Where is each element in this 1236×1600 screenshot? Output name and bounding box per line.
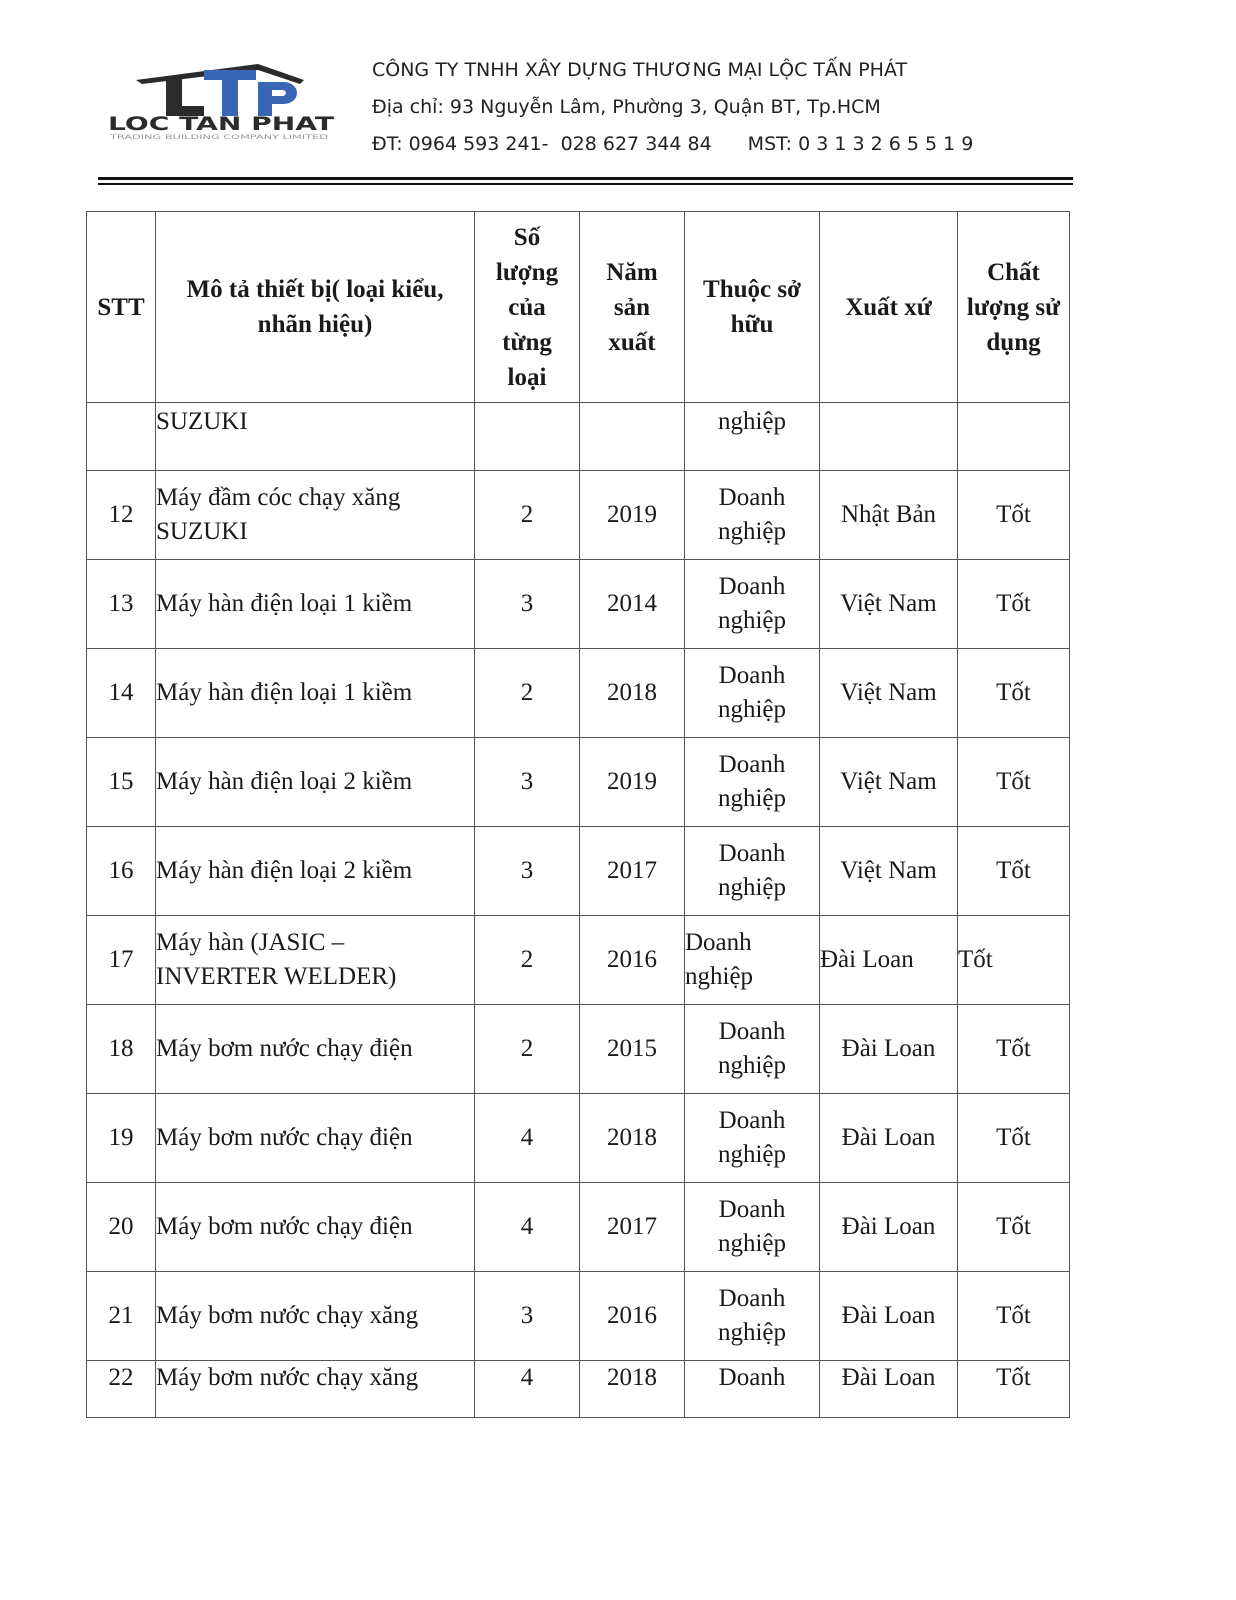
logo-tagline: TRADING BUILDING COMPANY LIMITED	[108, 134, 329, 141]
cell-quality: Tốt	[958, 1272, 1070, 1361]
table-row	[87, 916, 1070, 1005]
cell-quality: Tốt	[958, 649, 1070, 738]
cell-ownership: Doanh nghiệp	[685, 471, 820, 560]
company-name: CÔNG TY TNHH XÂY DỰNG THƯƠNG MẠI LỘC TẤN PHÁT	[372, 59, 908, 81]
cell-origin: Đài Loan	[820, 1272, 958, 1361]
cell-quantity: 2	[475, 649, 580, 738]
cell-description: SUZUKI	[156, 403, 475, 471]
table-row	[87, 649, 1070, 738]
logo-letter-l	[166, 76, 204, 116]
cell-origin: Đài Loan	[820, 1361, 958, 1418]
cell-year: 2018	[580, 649, 685, 738]
cell-stt: 22	[87, 1361, 156, 1418]
cell-origin	[820, 403, 958, 471]
cell-stt	[87, 403, 156, 471]
cell-stt: 14	[87, 649, 156, 738]
company-header	[372, 52, 973, 163]
cell-year	[580, 403, 685, 471]
cell-description: Máy bơm nước chạy xăng	[156, 1272, 475, 1361]
cell-stt: 19	[87, 1094, 156, 1183]
cell-ownership: nghiệp	[685, 403, 820, 471]
cell-origin: Việt Nam	[820, 649, 958, 738]
cell-ownership: Doanh nghiệp	[685, 1272, 820, 1361]
cell-year: 2016	[580, 916, 685, 1005]
header-origin: Xuất xứ	[820, 212, 958, 403]
cell-origin: Đài Loan	[820, 1094, 958, 1183]
cell-year: 2017	[580, 827, 685, 916]
cell-ownership: Doanh nghiệp	[685, 827, 820, 916]
cell-quality: Tốt	[958, 827, 1070, 916]
table-row	[87, 1272, 1070, 1361]
cell-ownership: Doanh nghiệp	[685, 1005, 820, 1094]
cell-origin: Đài Loan	[820, 916, 958, 1005]
cell-description: Máy bơm nước chạy điện	[156, 1005, 475, 1094]
table-header-row	[87, 212, 1070, 403]
cell-ownership: Doanh nghiệp	[685, 1183, 820, 1272]
cell-origin: Đài Loan	[820, 1183, 958, 1272]
cell-year: 2019	[580, 738, 685, 827]
cell-stt: 20	[87, 1183, 156, 1272]
cell-year: 2014	[580, 560, 685, 649]
header-quantity: Số lượng của từng loại	[475, 212, 580, 403]
cell-ownership: Doanh nghiệp	[685, 738, 820, 827]
cell-description: Máy bơm nước chạy điện	[156, 1183, 475, 1272]
table-row	[87, 1361, 1070, 1418]
cell-quality	[958, 403, 1070, 471]
cell-quantity: 3	[475, 827, 580, 916]
cell-year: 2017	[580, 1183, 685, 1272]
cell-quality: Tốt	[958, 1005, 1070, 1094]
header-divider	[98, 177, 1073, 180]
cell-description: Máy đầm cóc chạy xăng SUZUKI	[156, 471, 475, 560]
cell-ownership: Doanh nghiệp	[685, 649, 820, 738]
company-address: Địa chỉ: 93 Nguyễn Lâm, Phường 3, Quận BT, Tp.HCM	[372, 96, 881, 118]
cell-stt: 21	[87, 1272, 156, 1361]
cell-year: 2016	[580, 1272, 685, 1361]
header-year: Năm sản xuất	[580, 212, 685, 403]
header-ownership: Thuộc sở hữu	[685, 212, 820, 403]
cell-description: Máy hàn điện loại 2 kiềm	[156, 738, 475, 827]
cell-quality: Tốt	[958, 471, 1070, 560]
cell-quantity: 4	[475, 1094, 580, 1183]
cell-ownership: Doanh nghiệp	[685, 1094, 820, 1183]
cell-quality: Tốt	[958, 1094, 1070, 1183]
cell-stt: 15	[87, 738, 156, 827]
cell-ownership: Doanh nghiệp	[685, 916, 820, 1005]
table-row	[87, 1094, 1070, 1183]
logo-name: LOC TAN PHAT	[108, 113, 335, 135]
cell-description: Máy bơm nước chạy xăng	[156, 1361, 475, 1418]
cell-stt: 12	[87, 471, 156, 560]
company-tax-id: MST: 0 3 1 3 2 6 5 5 1 9	[747, 133, 974, 155]
table-row	[87, 1005, 1070, 1094]
table-row	[87, 471, 1070, 560]
cell-description: Máy hàn điện loại 1 kiềm	[156, 649, 475, 738]
equipment-table	[86, 211, 1070, 1418]
cell-stt: 13	[87, 560, 156, 649]
cell-year: 2018	[580, 1094, 685, 1183]
cell-description: Máy hàn điện loại 1 kiềm	[156, 560, 475, 649]
company-logo	[108, 62, 338, 142]
header-quality: Chất lượng sử dụng	[958, 212, 1070, 403]
cell-stt: 16	[87, 827, 156, 916]
cell-stt: 18	[87, 1005, 156, 1094]
cell-year: 2015	[580, 1005, 685, 1094]
cell-quality: Tốt	[958, 916, 1070, 1005]
cell-quantity: 2	[475, 471, 580, 560]
table-row	[87, 827, 1070, 916]
cell-origin: Đài Loan	[820, 1005, 958, 1094]
cell-quantity	[475, 403, 580, 471]
cell-quantity: 4	[475, 1183, 580, 1272]
cell-year: 2019	[580, 471, 685, 560]
company-contact	[372, 126, 973, 163]
cell-description: Máy hàn (JASIC – INVERTER WELDER)	[156, 916, 475, 1005]
logo-letter-p	[258, 82, 297, 116]
cell-quantity: 3	[475, 1272, 580, 1361]
logo-letter-t	[204, 70, 256, 116]
cell-origin: Việt Nam	[820, 738, 958, 827]
table-row	[87, 560, 1070, 649]
cell-stt: 17	[87, 916, 156, 1005]
cell-ownership: Doanh nghiệp	[685, 560, 820, 649]
cell-quality: Tốt	[958, 738, 1070, 827]
cell-quality: Tốt	[958, 1361, 1070, 1418]
company-phone: ĐT: 0964 593 241- 028 627 344 84	[372, 133, 712, 155]
cell-quantity: 2	[475, 1005, 580, 1094]
cell-quantity: 4	[475, 1361, 580, 1418]
cell-quantity: 3	[475, 738, 580, 827]
table-row	[87, 1183, 1070, 1272]
cell-origin: Việt Nam	[820, 827, 958, 916]
header-stt: STT	[87, 212, 156, 403]
header-divider-secondary	[98, 183, 1073, 185]
cell-ownership: Doanh	[685, 1361, 820, 1418]
cell-description: Máy bơm nước chạy điện	[156, 1094, 475, 1183]
cell-origin: Việt Nam	[820, 560, 958, 649]
table-row	[87, 738, 1070, 827]
cell-quantity: 2	[475, 916, 580, 1005]
cell-year: 2018	[580, 1361, 685, 1418]
cell-quantity: 3	[475, 560, 580, 649]
cell-quality: Tốt	[958, 1183, 1070, 1272]
cell-origin: Nhật Bản	[820, 471, 958, 560]
table-row	[87, 403, 1070, 471]
cell-quality: Tốt	[958, 560, 1070, 649]
header-description: Mô tả thiết bị( loại kiểu, nhãn hiệu)	[156, 212, 475, 403]
cell-description: Máy hàn điện loại 2 kiềm	[156, 827, 475, 916]
